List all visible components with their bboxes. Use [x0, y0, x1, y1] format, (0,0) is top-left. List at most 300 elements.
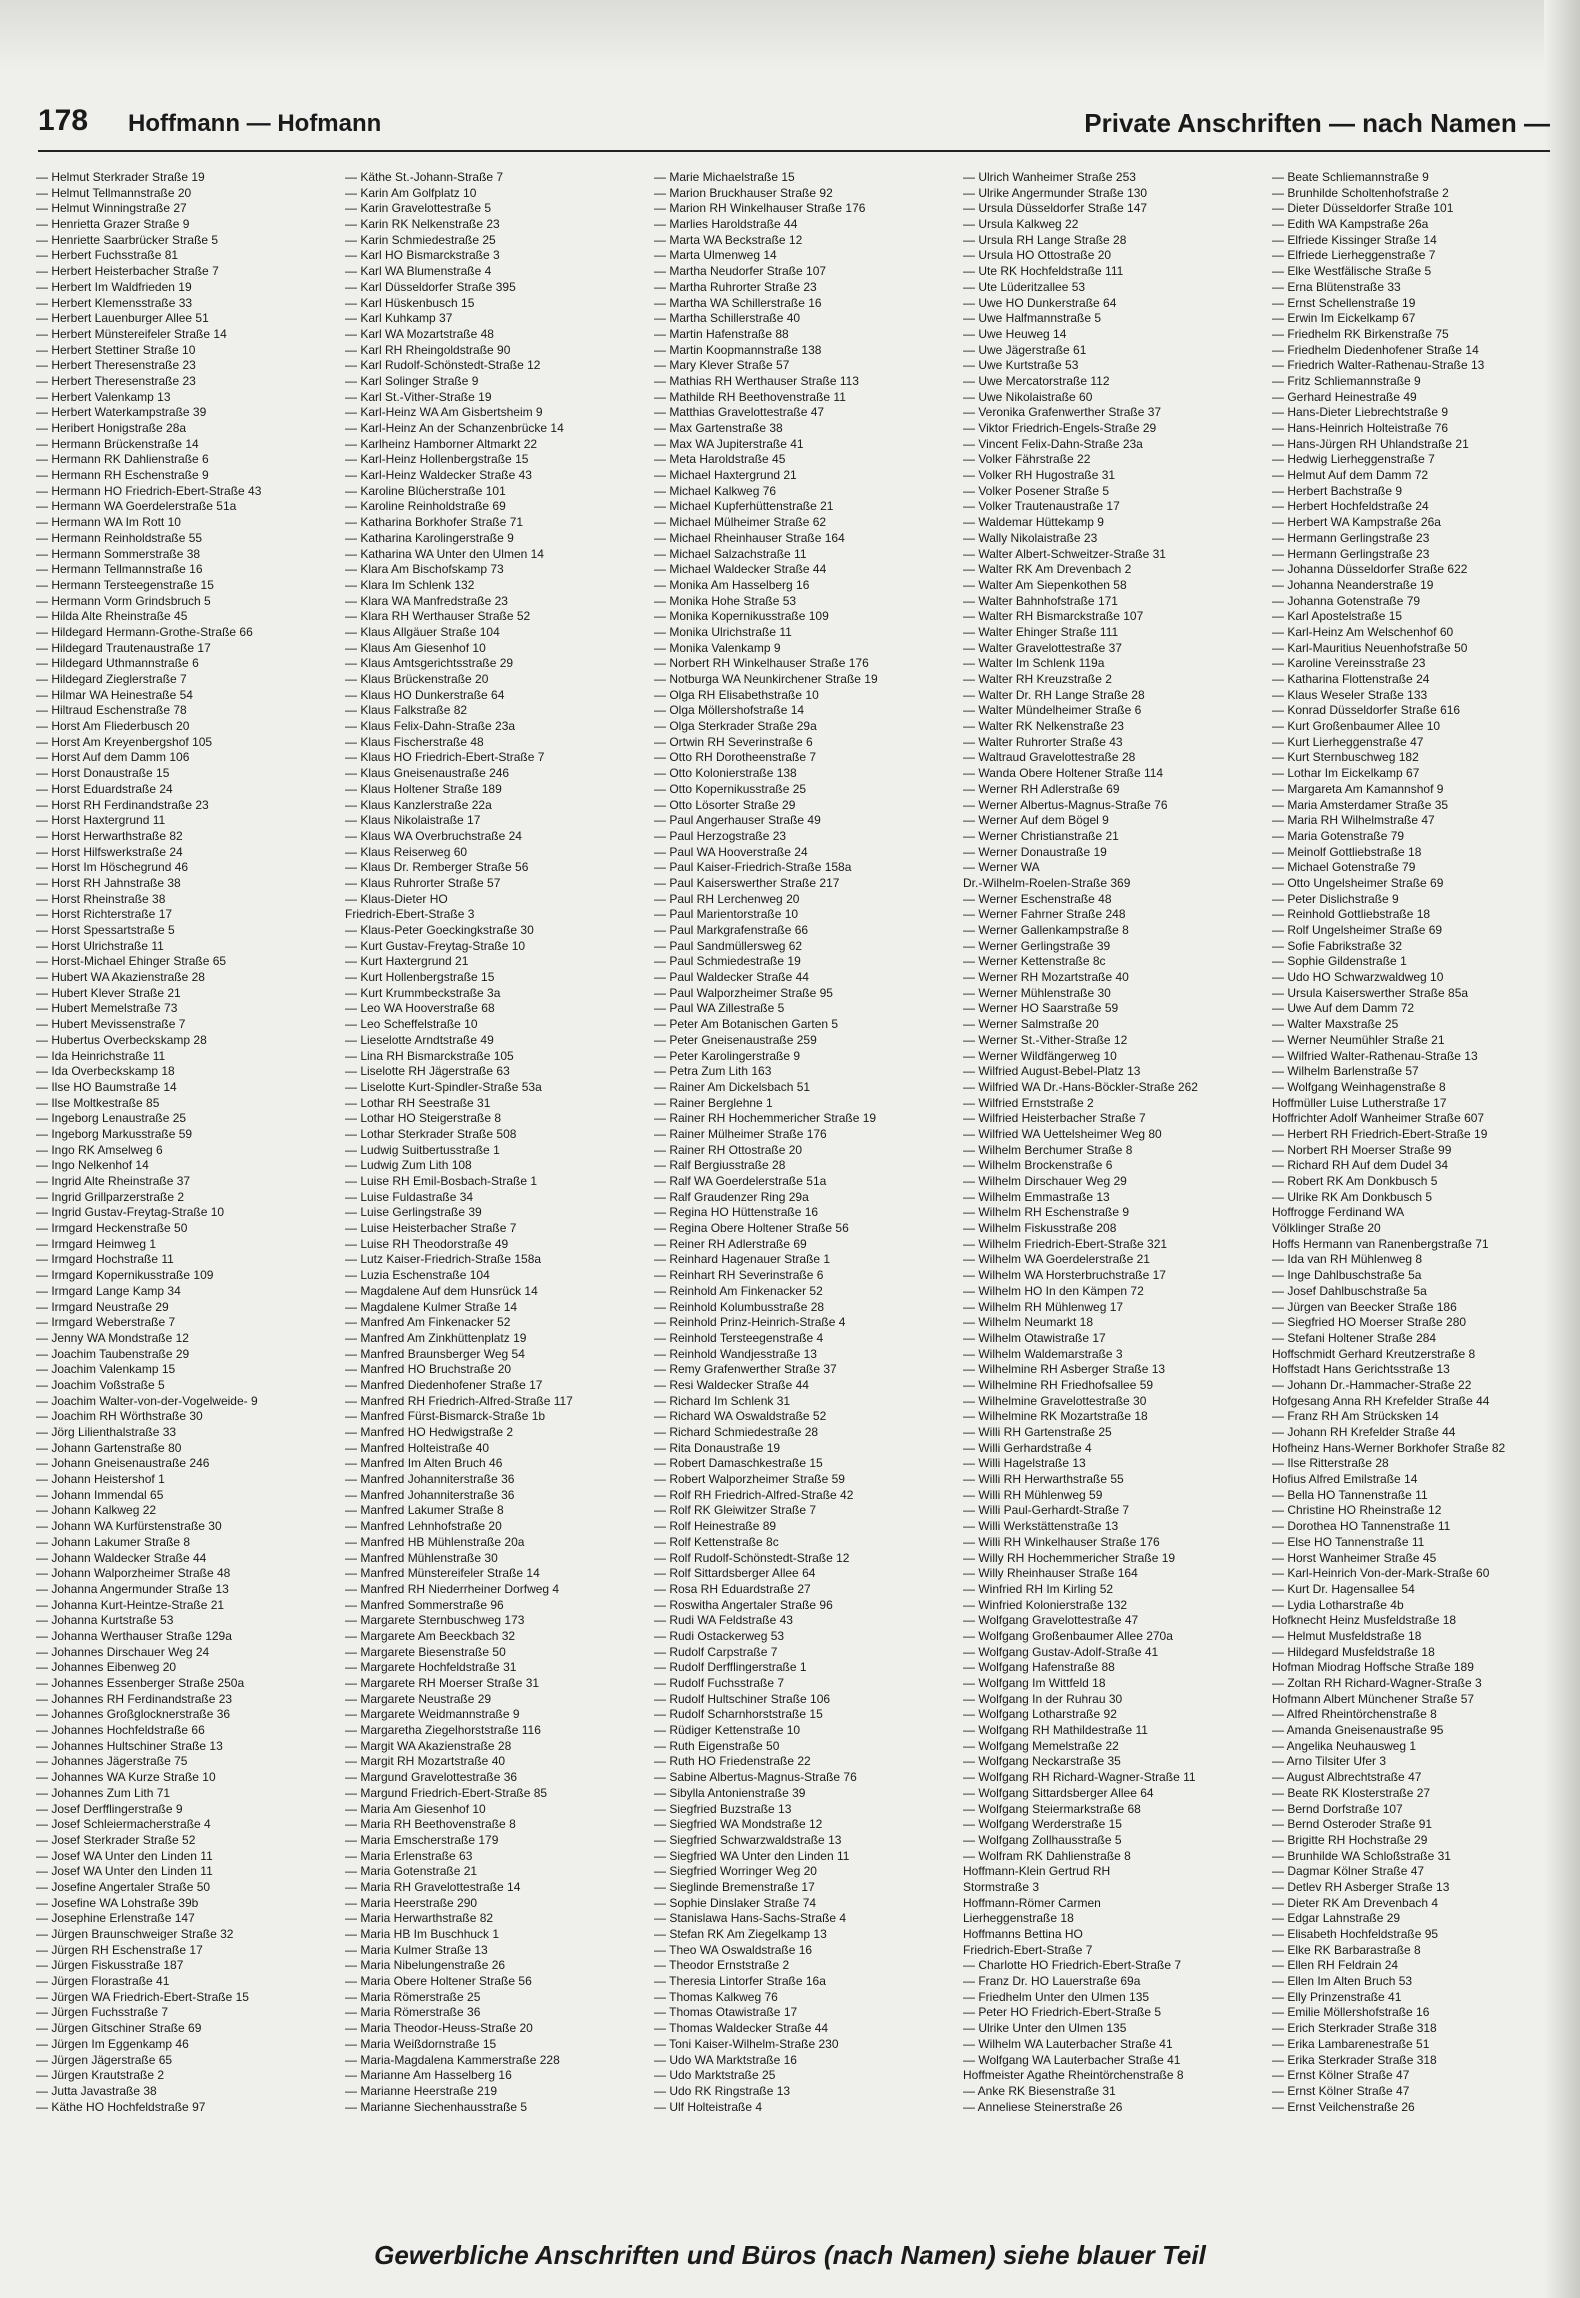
list-item: — Werner Fahrner Straße 248 — [963, 907, 1126, 922]
list-item: — Walter RH Kreuzstraße 2 — [963, 672, 1112, 686]
list-item: — Klaus Kanzlerstraße 22a — [345, 797, 492, 812]
list-item: — Rudolf Carpstraße 7 — [654, 1644, 778, 1659]
list-item: — Hermann WA Goerdelerstraße 51a — [36, 499, 237, 514]
list-item: — Hiltraud Eschenstraße 78 — [36, 703, 187, 718]
list-item: — Anneliese Steinerstraße 26 — [963, 2099, 1123, 2114]
list-item: — Friedrich Walter-Rathenau-Straße 13 — [1272, 358, 1485, 373]
list-item: — Karl-Heinz WA Am Gisbertsheim 9 — [345, 405, 543, 420]
list-item: — Josef Dahlbuschstraße 5a — [1272, 1283, 1427, 1298]
list-item: Hoffmann-Klein Gertrud RH — [963, 1864, 1111, 1879]
list-item: — Johann Gneisenaustraße 246 — [36, 1456, 210, 1471]
list-item: — Wolfgang Zollhausstraße 5 — [963, 1832, 1122, 1847]
list-item: — Karoline Blücherstraße 101 — [345, 483, 506, 498]
list-item: — Reinhart RH Severinstraße 6 — [654, 1268, 824, 1283]
list-item: — Ursula HO Ottostraße 20 — [963, 248, 1112, 263]
list-item: — Wilhelm WA Horsterbruchstraße 17 — [963, 1268, 1166, 1283]
list-item: — Franz Dr. HO Lauerstraße 69a — [963, 1974, 1141, 1989]
list-item: — Bernd Osteroder Straße 91 — [1272, 1817, 1433, 1832]
list-item: — Sibylla Antonienstraße 39 — [654, 1785, 806, 1800]
page-number: 178 — [38, 104, 89, 137]
list-item: — Udo Marktstraße 25 — [654, 2068, 776, 2083]
list-item: — Wilhelm Dirschauer Weg 29 — [963, 1174, 1127, 1188]
list-item: — Ingeborg Markusstraße 59 — [36, 1126, 193, 1141]
list-item: — Wilhelmine RH Asberger Straße 13 — [963, 1362, 1166, 1377]
list-item: Hofheinz Hans-Werner Borkhofer Straße 82 — [1272, 1440, 1506, 1455]
list-item: — Wolfgang RH Mathildestraße 11 — [963, 1723, 1148, 1738]
list-item: — Karl WA Mozartstraße 48 — [345, 326, 494, 341]
list-item: — Franz RH Am Strücksken 14 — [1272, 1409, 1439, 1424]
list-item: — Maria HB Im Buschhuck 1 — [345, 1927, 500, 1941]
list-item: — Klaus Fischerstraße 48 — [345, 734, 484, 749]
list-item: — Wilhelmine RK Mozartstraße 18 — [963, 1409, 1148, 1424]
list-item: — Max WA Jupiterstraße 41 — [654, 436, 804, 451]
list-item: — Hermann WA Im Rott 10 — [36, 515, 181, 530]
list-item: — Helmut Sterkrader Straße 19 — [36, 170, 205, 184]
list-item: — Waldemar Hüttekamp 9 — [963, 515, 1104, 530]
list-item: — Martha Ruhrorter Straße 23 — [654, 279, 817, 294]
list-item: — Robert RK Am Donkbusch 5 — [1272, 1174, 1438, 1188]
list-item: — Anke RK Biesenstraße 31 — [963, 2083, 1116, 2098]
list-item: — Willi Gerhardstraße 4 — [963, 1440, 1092, 1455]
list-item: — Klaus Am Giesenhof 10 — [345, 640, 486, 655]
list-item: — Lothar HO Steigerstraße 8 — [345, 1111, 502, 1126]
list-item: — Klaus WA Overbruchstraße 24 — [345, 828, 522, 843]
list-item: — Lydia Lotharstraße 4b — [1272, 1597, 1404, 1612]
list-item: — Elke RK Barbarastraße 8 — [1272, 1942, 1421, 1957]
list-item: — Margarete Neustraße 29 — [345, 1691, 492, 1706]
list-item: — Maria Emscherstraße 179 — [345, 1832, 499, 1847]
list-item: — Walter Im Schlenk 119a — [963, 656, 1105, 671]
list-item: — Wilhelm Otawistraße 17 — [963, 1330, 1106, 1345]
list-item: — Klara WA Manfredstraße 23 — [345, 593, 508, 608]
list-item: — Ulrike Unter den Ulmen 135 — [963, 2021, 1127, 2036]
list-item: — Jürgen Fiskusstraße 187 — [36, 1958, 184, 1973]
list-item: — Wilhelm WA Goerdelerstraße 21 — [963, 1252, 1150, 1267]
list-item: — Margit RH Mozartstraße 40 — [345, 1754, 506, 1769]
list-item: — Detlev RH Asberger Straße 13 — [1272, 1879, 1450, 1894]
list-item: — Klaus Holtener Straße 189 — [345, 781, 502, 796]
list-item: — Maria Römerstraße 36 — [345, 2005, 481, 2020]
list-item: — Paul WA Zillestraße 5 — [654, 1001, 785, 1016]
list-item: — Karlheinz Hamborner Altmarkt 22 — [345, 436, 538, 451]
list-item: — Kurt Großenbaumer Allee 10 — [1272, 719, 1441, 734]
list-item: — Lothar Im Eickelkamp 67 — [1272, 766, 1420, 781]
list-item: — Johann Lakumer Straße 8 — [36, 1534, 191, 1549]
list-item: — Siegfried Worringer Weg 20 — [654, 1864, 817, 1879]
list-item: — Jutta Javastraße 38 — [36, 2083, 157, 2098]
list-item: — Walter Albert-Schweitzer-Straße 31 — [963, 546, 1166, 561]
list-item: — Manfred Münstereifeler Straße 14 — [345, 1566, 540, 1581]
list-item: — Mathilde RH Beethovenstraße 11 — [654, 389, 846, 404]
list-item: — Marianne Am Hasselberg 16 — [345, 2068, 512, 2083]
list-item: — Inge Dahlbuschstraße 5a — [1272, 1268, 1422, 1283]
list-item: — Monika Hohe Straße 53 — [654, 593, 797, 608]
list-item: — Margarete Hochfeldstraße 31 — [345, 1660, 517, 1675]
list-item: — Joachim Valenkamp 15 — [36, 1362, 176, 1377]
list-item: — Reinhold Kolumbusstraße 28 — [654, 1299, 825, 1314]
list-item: — Karoline Vereinsstraße 23 — [1272, 656, 1426, 671]
list-item: — Monika Am Hasselberg 16 — [654, 577, 810, 592]
list-item: — Josefine WA Lohstraße 39b — [36, 1895, 199, 1910]
list-item: — Hilmar WA Heinestraße 54 — [36, 687, 193, 702]
list-item: — Johannes RH Ferdinandstraße 23 — [36, 1691, 233, 1706]
directory-columns — [36, 170, 1548, 2198]
list-item: — Horst-Michael Ehinger Straße 65 — [36, 954, 227, 969]
list-item: — Johanna Gotenstraße 79 — [1272, 593, 1421, 608]
list-item: — Uwe Jägerstraße 61 — [963, 342, 1087, 357]
list-item: — Karl Kuhkamp 37 — [345, 311, 453, 326]
list-item: — Joachim RH Wörthstraße 30 — [36, 1409, 203, 1424]
list-item: — Monika Kopernikusstraße 109 — [654, 609, 829, 624]
list-item: — Michael Gotenstraße 79 — [1272, 860, 1416, 875]
list-item: — Erika Lambarenestraße 51 — [1272, 2036, 1430, 2051]
list-item: — Uwe Halfmannstraße 5 — [963, 311, 1102, 326]
list-item: — Katharina WA Unter den Ulmen 14 — [345, 546, 544, 561]
list-item: Hoffrogge Ferdinand WA — [1272, 1205, 1405, 1220]
list-item: — Karl St.-Vither-Straße 19 — [345, 389, 492, 404]
list-item: — Rainer RH Ottostraße 20 — [654, 1142, 803, 1157]
list-item: — Ingeborg Lenaustraße 25 — [36, 1111, 187, 1126]
list-item: — Jürgen van Beecker Straße 186 — [1272, 1299, 1457, 1314]
list-item: — Paul Schmiedestraße 19 — [654, 954, 801, 969]
list-item: — Ida Heinrichstraße 11 — [36, 1048, 166, 1063]
list-item: — Johannes Eibenweg 20 — [36, 1660, 177, 1675]
list-item: — Wolfgang RH Richard-Wagner-Straße 11 — [963, 1770, 1196, 1785]
list-item: — Toni Kaiser-Wilhelm-Straße 230 — [654, 2036, 839, 2051]
list-item: — Reinhold Wandjesstraße 13 — [654, 1346, 817, 1361]
list-item: — Herbert Klemensstraße 33 — [36, 295, 193, 310]
column-3 — [654, 170, 950, 2198]
list-item: — Werner WA — [963, 860, 1040, 875]
list-item: — Stefan RK Am Ziegelkamp 13 — [654, 1927, 827, 1941]
list-item: Hoffschmidt Gerhard Kreutzerstraße 8 — [1272, 1346, 1476, 1361]
list-item: — Herbert Valenkamp 13 — [36, 389, 171, 404]
list-item: — Rainer Berglehne 1 — [654, 1095, 773, 1110]
list-item: — Beate RK Klosterstraße 27 — [1272, 1785, 1431, 1800]
list-item: — Volker Fährstraße 22 — [963, 452, 1091, 467]
list-item: — Resi Waldecker Straße 44 — [654, 1377, 809, 1392]
list-item: — Hilda Alte Rheinstraße 45 — [36, 609, 188, 624]
list-item: — Werner Neumühler Straße 21 — [1272, 1032, 1445, 1047]
list-item: — Klaus Reiserweg 60 — [345, 844, 468, 859]
list-item: — Manfred Mühlenstraße 30 — [345, 1550, 498, 1565]
list-item: — Herbert Im Waldfrieden 19 — [36, 279, 192, 294]
list-item: — Klaus Felix-Dahn-Straße 23a — [345, 719, 516, 734]
list-item: — Hubert Memelstraße 73 — [36, 1001, 178, 1016]
list-item: — Johanna Kurtstraße 53 — [36, 1613, 174, 1628]
list-item: — Ingrid Alte Rheinstraße 37 — [36, 1174, 191, 1188]
list-item: — Olga RH Elisabethstraße 10 — [654, 687, 819, 702]
list-item: — Thomas Otawistraße 17 — [654, 2005, 798, 2020]
list-item: — Johann Heistershof 1 — [36, 1472, 165, 1487]
list-item: — Udo RK Ringstraße 13 — [654, 2083, 791, 2098]
list-item: — Wolfgang Werderstraße 15 — [963, 1817, 1122, 1832]
list-item: — Uwe Mercatorstraße 112 — [963, 373, 1110, 388]
list-item: — Karl Apostelstraße 15 — [1272, 609, 1403, 624]
list-item: — Luise RH Emil-Bosbach-Straße 1 — [345, 1174, 538, 1188]
list-item: — Jürgen Krautstraße 2 — [36, 2068, 165, 2083]
list-item: — Ilse Moltkestraße 85 — [36, 1095, 160, 1110]
list-item: — Michael Mülheimer Straße 62 — [654, 515, 827, 530]
list-item: — Paul WA Hooverstraße 24 — [654, 844, 808, 859]
list-item: — Marta WA Beckstraße 12 — [654, 232, 803, 247]
list-item: Lierheggenstraße 18 — [963, 1911, 1074, 1926]
list-item: — Hermann Tersteegenstraße 15 — [36, 577, 214, 592]
list-item: — Volker Posener Straße 5 — [963, 483, 1110, 498]
list-item: Hoffmeister Agathe Rheintörchenstraße 8 — [963, 2068, 1184, 2083]
list-item: — Werner Salmstraße 20 — [963, 1017, 1099, 1032]
list-item: — Wolfgang Weinhagenstraße 8 — [1272, 1079, 1446, 1094]
list-item: — Walter RK Am Drevenbach 2 — [963, 562, 1132, 577]
list-item: — Walter Maxstraße 25 — [1272, 1017, 1399, 1032]
list-item: — Maria-Magdalena Kammerstraße 228 — [345, 2052, 560, 2067]
list-item: — Klaus Ruhrorter Straße 57 — [345, 875, 501, 890]
list-item: — Kurt Haxtergrund 21 — [345, 954, 469, 969]
list-item: — Siegfried WA Unter den Linden 11 — [654, 1848, 850, 1863]
list-item: — Manfred Braunsberger Weg 54 — [345, 1346, 525, 1361]
list-item: — Manfred HB Mühlenstraße 20a — [345, 1534, 525, 1549]
list-item: — Katharina Karolingerstraße 9 — [345, 530, 514, 545]
list-item: — Peter Am Botanischen Garten 5 — [654, 1017, 839, 1032]
list-item: — Werner Christianstraße 21 — [963, 828, 1119, 843]
list-item: Hoffstadt Hans Gerichtsstraße 13 — [1272, 1362, 1450, 1377]
list-item: — Herbert Theresenstraße 23 — [36, 358, 196, 373]
list-item: — Matthias Gravelottestraße 47 — [654, 405, 825, 420]
list-item: — Horst Auf dem Damm 106 — [36, 750, 190, 765]
list-item: — Josef Sterkrader Straße 52 — [36, 1832, 196, 1847]
list-item: — Bernd Dorfstraße 107 — [1272, 1801, 1403, 1816]
list-item: — Karl-Heinz Waldecker Straße 43 — [345, 468, 532, 483]
list-item: Hofknecht Heinz Musfeldstraße 18 — [1272, 1613, 1457, 1628]
list-item: — Rolf Heinestraße 89 — [654, 1519, 777, 1534]
list-item: — Hildegard Hermann-Grothe-Straße 66 — [36, 624, 253, 639]
list-item: — Martin Koopmannstraße 138 — [654, 342, 822, 357]
list-item: — Volker Trautenaustraße 17 — [963, 499, 1120, 514]
list-item: — Wolfgang Lotharstraße 92 — [963, 1707, 1117, 1722]
list-item: — Elfriede Kissinger Straße 14 — [1272, 232, 1437, 247]
list-item: — Paul Angerhauser Straße 49 — [654, 813, 821, 828]
list-item: — Martha Schillerstraße 40 — [654, 311, 801, 326]
list-item: — Maria Am Giesenhof 10 — [345, 1801, 486, 1816]
list-item: Hoffmann-Römer Carmen — [963, 1895, 1101, 1910]
list-item: — Siegfried Buzstraße 13 — [654, 1801, 792, 1816]
list-item: — Wolfgang WA Lauterbacher Straße 41 — [963, 2052, 1181, 2067]
list-item: — Erna Blütenstraße 33 — [1272, 279, 1401, 294]
list-item: — Sabine Albertus-Magnus-Straße 76 — [654, 1770, 857, 1785]
list-item: — Sieglinde Bremenstraße 17 — [654, 1879, 815, 1894]
list-item: — Karl Düsseldorfer Straße 395 — [345, 279, 516, 294]
list-item: Hofman Miodrag Hoffsche Straße 189 — [1272, 1660, 1474, 1675]
list-item: — Lothar RH Seestraße 31 — [345, 1095, 491, 1110]
list-item: — Maria Heerstraße 290 — [345, 1895, 478, 1910]
list-item: — Meta Haroldstraße 45 — [654, 452, 786, 467]
list-item: — Helmut Winningstraße 27 — [36, 201, 187, 216]
list-item: — Johannes Zum Lith 71 — [36, 1785, 171, 1800]
list-item: — Gerhard Heinestraße 49 — [1272, 389, 1417, 404]
list-item: — Wolfgang Neckarstraße 35 — [963, 1754, 1121, 1769]
list-item: — Hildegard Uthmannstraße 6 — [36, 656, 199, 671]
list-item: — Thomas Waldecker Straße 44 — [654, 2021, 829, 2036]
list-item: — Karl-Heinrich Von-der-Mark-Straße 60 — [1272, 1566, 1490, 1581]
list-item: — Manfred Johanniterstraße 36 — [345, 1487, 515, 1502]
list-item: — Werner Albertus-Magnus-Straße 76 — [963, 797, 1168, 812]
list-item: — Dagmar Kölner Straße 47 — [1272, 1864, 1425, 1879]
list-item: — Hermann Gerlingstraße 23 — [1272, 546, 1430, 561]
list-item: — Richard Schmiedestraße 28 — [654, 1425, 819, 1439]
list-item: — Michael Rheinhauser Straße 164 — [654, 530, 845, 545]
list-item: — Rolf Sittardsberger Allee 64 — [654, 1566, 816, 1581]
list-item: — Otto Kolonierstraße 138 — [654, 766, 797, 781]
list-item: — Wolfgang Sittardsberger Allee 64 — [963, 1785, 1154, 1800]
list-item: — Johannes Hultschiner Straße 13 — [36, 1738, 223, 1753]
list-item: — Robert Walporzheimer Straße 59 — [654, 1472, 845, 1487]
list-item: — Robert Damaschkestraße 15 — [654, 1456, 823, 1471]
list-item: — Paul Markgrafenstraße 66 — [654, 923, 809, 937]
list-item: — Wilhelm Neumarkt 18 — [963, 1315, 1094, 1330]
list-item: — Klara RH Werthauser Straße 52 — [345, 609, 531, 624]
list-item: — Werner HO Saarstraße 59 — [963, 1001, 1119, 1016]
list-item: — Jürgen Fuchsstraße 7 — [36, 2005, 169, 2020]
list-item: — Walter RK Nelkenstraße 23 — [963, 719, 1124, 734]
list-item: — Jürgen Gitschiner Straße 69 — [36, 2021, 202, 2036]
list-item: — Rolf RH Friedrich-Alfred-Straße 42 — [654, 1487, 854, 1502]
list-item: — Remy Grafenwerther Straße 37 — [654, 1362, 837, 1377]
list-item: — Helmut Musfeldstraße 18 — [1272, 1628, 1422, 1643]
list-item: — Wilhelm HO In den Kämpen 72 — [963, 1283, 1144, 1298]
list-item: — Maria Theodor-Heuss-Straße 20 — [345, 2021, 533, 2036]
list-item: — Dorothea HO Tannenstraße 11 — [1272, 1519, 1451, 1534]
list-item: — Maria RH Beethovenstraße 8 — [345, 1817, 516, 1832]
list-item: — Klaus HO Dunkerstraße 64 — [345, 687, 505, 702]
list-item: — Werner Donaustraße 19 — [963, 844, 1107, 859]
list-item: Hofius Alfred Emilstraße 14 — [1272, 1472, 1418, 1487]
list-item: — Maria Gotenstraße 21 — [345, 1864, 478, 1879]
list-item: — Manfred Im Alten Bruch 46 — [345, 1456, 503, 1471]
list-item: — Karin Am Golfplatz 10 — [345, 185, 477, 200]
list-item: — Willi RH Gartenstraße 25 — [963, 1425, 1112, 1439]
list-item: — Manfred RH Niederrheiner Dorfweg 4 — [345, 1581, 560, 1596]
list-item: — Willi Werkstättenstraße 13 — [963, 1519, 1119, 1534]
list-item: — Johann Waldecker Straße 44 — [36, 1550, 207, 1565]
list-item: — Arno Tilsiter Ufer 3 — [1272, 1754, 1387, 1769]
list-item: — Reinhold Am Finkenacker 52 — [654, 1283, 823, 1298]
list-item: — Irmgard Heckenstraße 50 — [36, 1221, 188, 1236]
list-item: — Friedhelm Diedenhofener Straße 14 — [1272, 342, 1479, 357]
list-item: — Richard Im Schlenk 31 — [654, 1393, 791, 1408]
list-item: — Joachim Voßstraße 5 — [36, 1377, 165, 1392]
list-item: — Hildegard Trautenaustraße 17 — [36, 640, 211, 655]
list-item: — Karl Hüskenbusch 15 — [345, 295, 475, 310]
list-item: — Otto RH Dorotheenstraße 7 — [654, 750, 817, 765]
list-item: — Rolf Kettenstraße 8c — [654, 1534, 779, 1549]
list-item: — Michael Kupferhüttenstraße 21 — [654, 499, 834, 514]
list-item: — Ellen Im Alten Bruch 53 — [1272, 1974, 1413, 1989]
list-item: — Mary Klever Straße 57 — [654, 358, 790, 373]
list-item: — Manfred HO Hedwigstraße 2 — [345, 1425, 514, 1439]
list-item: — Siegfried HO Moerser Straße 280 — [1272, 1315, 1467, 1330]
list-item: — Käthe HO Hochfeldstraße 97 — [36, 2099, 206, 2114]
list-item: — Dieter Düsseldorfer Straße 101 — [1272, 201, 1454, 216]
list-item: — Hans-Heinrich Holteistraße 76 — [1272, 421, 1449, 435]
list-item: — Reinhold Prinz-Heinrich-Straße 4 — [654, 1315, 846, 1330]
list-item: — Ernst Kölner Straße 47 — [1272, 2068, 1410, 2083]
list-item: — Ilse Ritterstraße 28 — [1272, 1456, 1389, 1471]
list-item: — Siegfried WA Mondstraße 12 — [654, 1817, 823, 1832]
list-item: — Mathias RH Werthauser Straße 113 — [654, 373, 859, 388]
list-item: — Wilfried August-Bebel-Platz 13 — [963, 1064, 1141, 1079]
list-item: — Josef Derfflingerstraße 9 — [36, 1801, 183, 1816]
list-item: — Ernst Veilchenstraße 26 — [1272, 2099, 1415, 2114]
list-item: — Martha WA Schillerstraße 16 — [654, 295, 822, 310]
list-item: — Kurt Dr. Hagensallee 54 — [1272, 1581, 1415, 1596]
list-item: — Klaus Weseler Straße 133 — [1272, 687, 1428, 702]
list-item: — Wilfried Walter-Rathenau-Straße 13 — [1272, 1048, 1478, 1063]
list-item: — Karin Gravelottestraße 5 — [345, 201, 492, 216]
list-item: — Margund Gravelottestraße 36 — [345, 1770, 518, 1785]
list-item: — Werner RH Adlerstraße 69 — [963, 781, 1120, 796]
list-item: — Ingrid Gustav-Freytag-Straße 10 — [36, 1205, 225, 1220]
list-item: — Manfred Sommerstraße 96 — [345, 1597, 504, 1612]
list-item: — Uwe Heuweg 14 — [963, 326, 1067, 341]
list-item: — Ingo Nelkenhof 14 — [36, 1158, 149, 1173]
list-item: — Kurt Sternbuschweg 182 — [1272, 750, 1419, 765]
list-item: — Ortwin RH Severinstraße 6 — [654, 734, 813, 749]
list-item: — Martin Hafenstraße 88 — [654, 326, 789, 341]
list-item: — Horst Haxtergrund 11 — [36, 813, 166, 828]
list-item: — Rüdiger Kettenstraße 10 — [654, 1723, 801, 1738]
list-item: — Erwin Im Eickelkamp 67 — [1272, 311, 1416, 326]
list-item: — Ulrike RK Am Donkbusch 5 — [1272, 1189, 1433, 1204]
list-item: — Karl-Heinz An der Schanzenbrücke 14 — [345, 421, 564, 435]
list-item: — Max Gartenstraße 38 — [654, 421, 783, 435]
list-item: — Wolfgang Hafenstraße 88 — [963, 1660, 1115, 1675]
list-item: — Rudolf Hultschiner Straße 106 — [654, 1691, 831, 1706]
list-item: — Maria Obere Holtener Straße 56 — [345, 1974, 532, 1989]
list-item: — Wally Nikolaistraße 23 — [963, 530, 1098, 545]
list-item: — Wilfried Ernststraße 2 — [963, 1095, 1094, 1110]
list-item: — Margareta Am Kamannshof 9 — [1272, 781, 1444, 796]
list-item: — Paul Sandmüllersweg 62 — [654, 938, 803, 953]
list-item: — Ernst Schellenstraße 19 — [1272, 295, 1416, 310]
list-item: — Ute RK Hochfeldstraße 111 — [963, 264, 1124, 279]
list-item: — Herbert Stettiner Straße 10 — [36, 342, 196, 357]
list-item: — Walter Am Siepenkothen 58 — [963, 577, 1127, 592]
list-item: — Horst RH Ferdinandstraße 23 — [36, 797, 209, 812]
list-item: Friedrich-Ebert-Straße 7 — [963, 1942, 1093, 1957]
list-item: — Walter Mündelheimer Straße 6 — [963, 703, 1142, 718]
list-item: — Josef Schleiermacherstraße 4 — [36, 1817, 211, 1832]
list-item: — Uwe Auf dem Damm 72 — [1272, 1001, 1415, 1016]
list-item: — Johannes Hochfeldstraße 66 — [36, 1723, 205, 1738]
list-item: — Horst Herwarthstraße 82 — [36, 828, 183, 843]
list-item: — Manfred Diedenhofener Straße 17 — [345, 1377, 543, 1392]
list-item: — Hedwig Lierheggenstraße 7 — [1272, 452, 1435, 467]
list-item: — Josef WA Unter den Linden 11 — [36, 1848, 213, 1863]
list-item: — Hubert Mevissenstraße 7 — [36, 1017, 186, 1032]
list-item: — Hildegard Zieglerstraße 7 — [36, 672, 187, 686]
list-item: — Christine HO Rheinstraße 12 — [1272, 1503, 1442, 1518]
list-item: — August Albrechtstraße 47 — [1272, 1770, 1422, 1785]
list-item: — Maria Amsterdamer Straße 35 — [1272, 797, 1449, 812]
list-item: — Jürgen Im Eggenkamp 46 — [36, 2036, 189, 2051]
list-item: — Uwe Kurtstraße 53 — [963, 358, 1079, 373]
list-item: — Horst Ulrichstraße 11 — [36, 938, 164, 953]
list-item: — Karl RH Rheingoldstraße 90 — [345, 342, 511, 357]
list-item: — Emilie Möllershofstraße 16 — [1272, 2005, 1430, 2020]
list-item: — Manfred Am Zinkhüttenplatz 19 — [345, 1330, 527, 1345]
list-item: — Paul Waldecker Straße 44 — [654, 970, 809, 985]
list-item: — Herbert WA Kampstraße 26a — [1272, 515, 1441, 530]
